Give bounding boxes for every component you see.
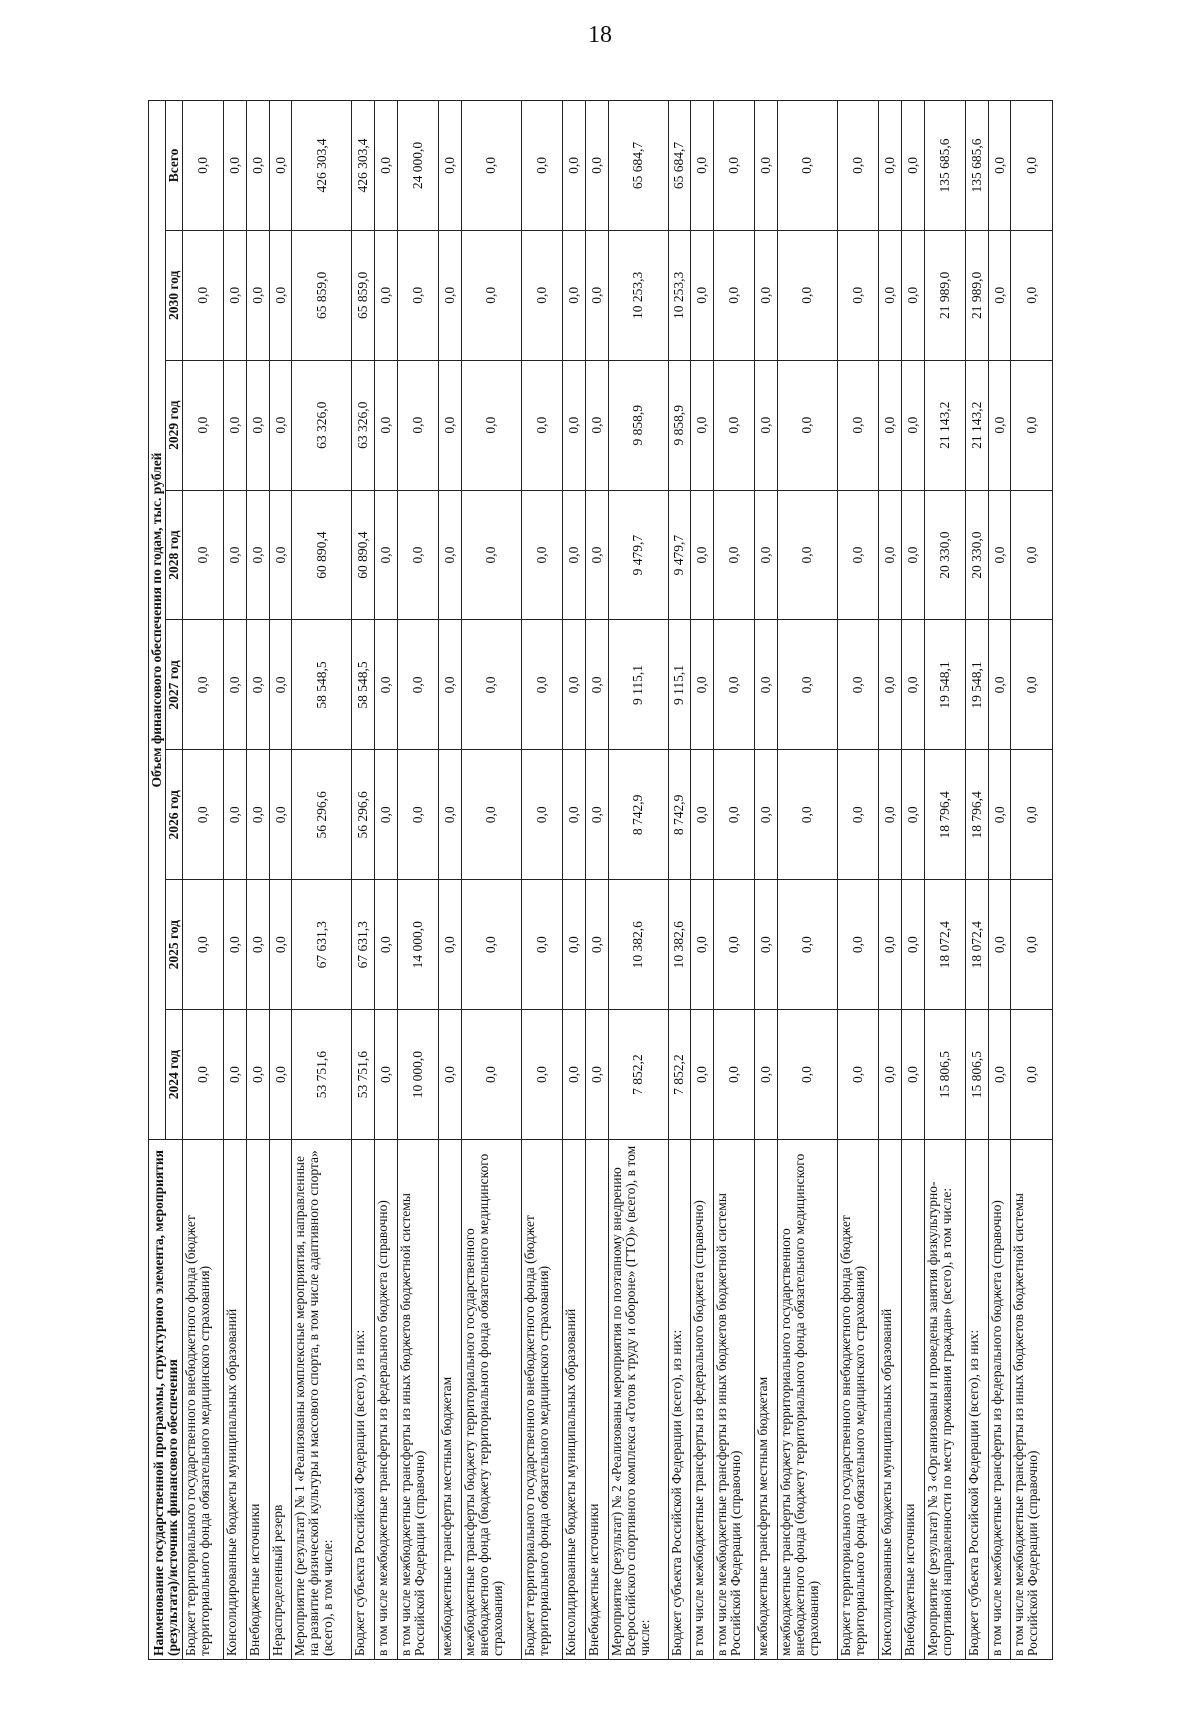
value-cell: 0,0 (837, 620, 878, 750)
row-name-cell: в том числе межбюджетные трансферты из иных бюджетов бюджетной системы Российской Федерации (справочно) (713, 1140, 754, 1660)
value-cell: 0,0 (988, 101, 1011, 231)
value-cell: 0,0 (247, 750, 270, 880)
year-header: 2027 год (166, 620, 183, 750)
value-cell: 0,0 (837, 1010, 878, 1140)
value-cell: 63 326,0 (352, 360, 375, 490)
value-cell: 0,0 (375, 230, 398, 360)
row-name-cell: в том числе межбюджетные трансферты из федерального бюджета (справочно) (691, 1140, 714, 1660)
value-cell: 0,0 (1011, 101, 1053, 231)
value-cell: 19 548,1 (966, 620, 989, 750)
row-name-cell: Внебюджетные источники (585, 1140, 608, 1660)
row-name-cell: Бюджет субъекта Российской Федерации (всего), из них: (352, 1140, 375, 1660)
value-cell: 0,0 (1011, 1010, 1053, 1140)
value-cell: 0,0 (183, 360, 224, 490)
value-cell: 0,0 (691, 750, 714, 880)
value-cell: 15 806,5 (924, 1010, 965, 1140)
value-cell: 0,0 (691, 620, 714, 750)
value-cell: 0,0 (563, 750, 586, 880)
value-cell: 0,0 (269, 620, 292, 750)
value-cell: 0,0 (988, 360, 1011, 490)
value-cell: 0,0 (439, 880, 462, 1010)
value-cell: 0,0 (585, 1010, 608, 1140)
value-cell: 10 253,3 (668, 230, 691, 360)
value-cell: 0,0 (269, 230, 292, 360)
value-cell: 0,0 (837, 101, 878, 231)
value-cell: 0,0 (224, 490, 247, 620)
row-name-cell: Мероприятие (результат) № 2 «Реализованы мероприятия по поэтапному внедрению Всероссийского спортивного комплекса «Готов к труду и обороне» (ГТО)» (всего), в том числе: (608, 1140, 668, 1660)
value-cell: 67 631,3 (352, 880, 375, 1010)
rotated-table-container (148, 100, 1053, 1660)
value-cell: 14 000,0 (397, 880, 438, 1010)
value-cell: 58 548,5 (292, 620, 352, 750)
value-cell: 0,0 (901, 360, 924, 490)
value-cell: 0,0 (224, 1010, 247, 1140)
value-cell: 0,0 (585, 101, 608, 231)
value-cell: 0,0 (837, 880, 878, 1010)
table-row (224, 101, 247, 1660)
value-cell: 8 742,9 (668, 750, 691, 880)
value-cell: 0,0 (879, 360, 902, 490)
value-cell: 0,0 (755, 101, 778, 231)
value-cell: 0,0 (375, 490, 398, 620)
value-cell: 0,0 (521, 750, 562, 880)
value-cell: 0,0 (183, 750, 224, 880)
value-cell: 0,0 (901, 230, 924, 360)
value-cell: 0,0 (901, 750, 924, 880)
value-cell: 0,0 (563, 490, 586, 620)
financing-group-header: Объем финансового обеспечения по годам, тыс. рублей (149, 101, 166, 1140)
value-cell: 67 631,3 (292, 880, 352, 1010)
value-cell: 20 330,0 (966, 490, 989, 620)
value-cell: 0,0 (521, 620, 562, 750)
value-cell: 0,0 (901, 101, 924, 231)
table-row (1011, 101, 1053, 1660)
value-cell: 63 326,0 (292, 360, 352, 490)
value-cell: 10 000,0 (397, 1010, 438, 1140)
value-cell: 0,0 (713, 620, 754, 750)
value-cell: 18 796,4 (924, 750, 965, 880)
value-cell: 65 684,7 (608, 101, 668, 231)
value-cell: 0,0 (461, 101, 521, 231)
value-cell: 0,0 (269, 880, 292, 1010)
value-cell: 18 072,4 (966, 880, 989, 1010)
value-cell: 0,0 (1011, 620, 1053, 750)
value-cell: 0,0 (224, 620, 247, 750)
year-header: 2029 год (166, 360, 183, 490)
value-cell: 21 143,2 (966, 360, 989, 490)
value-cell: 0,0 (691, 1010, 714, 1140)
value-cell: 0,0 (988, 880, 1011, 1010)
value-cell: 10 253,3 (608, 230, 668, 360)
table-row (713, 101, 754, 1660)
value-cell: 0,0 (777, 230, 837, 360)
value-cell: 0,0 (988, 1010, 1011, 1140)
value-cell: 0,0 (879, 1010, 902, 1140)
row-name-cell: Бюджет субъекта Российской Федерации (всего), из них: (966, 1140, 989, 1660)
row-name-cell: Мероприятие (результат) № 3 «Организованы и проведены занятия физкультурно-спортивной направленности по месту проживания граждан» (всего), в том числе: (924, 1140, 965, 1660)
value-cell: 0,0 (439, 750, 462, 880)
value-cell: 0,0 (397, 620, 438, 750)
table-row (563, 101, 586, 1660)
value-cell: 0,0 (183, 620, 224, 750)
value-cell: 9 479,7 (668, 490, 691, 620)
value-cell: 0,0 (755, 750, 778, 880)
row-name-cell: в том числе межбюджетные трансферты из федерального бюджета (справочно) (988, 1140, 1011, 1660)
value-cell: 0,0 (837, 230, 878, 360)
value-cell: 9 479,7 (608, 490, 668, 620)
value-cell: 0,0 (439, 101, 462, 231)
table-row (777, 101, 837, 1660)
value-cell: 0,0 (713, 360, 754, 490)
value-cell: 8 742,9 (608, 750, 668, 880)
value-cell: 9 115,1 (608, 620, 668, 750)
value-cell: 0,0 (375, 360, 398, 490)
table-row (837, 101, 878, 1660)
value-cell: 0,0 (713, 101, 754, 231)
value-cell: 0,0 (521, 880, 562, 1010)
value-cell: 0,0 (755, 880, 778, 1010)
value-cell: 0,0 (563, 880, 586, 1010)
table-row (585, 101, 608, 1660)
value-cell: 0,0 (755, 490, 778, 620)
value-cell: 0,0 (269, 360, 292, 490)
value-cell: 0,0 (901, 880, 924, 1010)
row-name-cell: межбюджетные трансферты местным бюджетам (755, 1140, 778, 1660)
year-header: 2026 год (166, 750, 183, 880)
value-cell: 0,0 (461, 360, 521, 490)
table-row (397, 101, 438, 1660)
value-cell: 0,0 (879, 101, 902, 231)
value-cell: 0,0 (755, 360, 778, 490)
value-cell: 0,0 (247, 620, 270, 750)
value-cell: 426 303,4 (292, 101, 352, 231)
value-cell: 9 858,9 (668, 360, 691, 490)
value-cell: 0,0 (563, 1010, 586, 1140)
value-cell: 0,0 (691, 490, 714, 620)
table-row (668, 101, 691, 1660)
value-cell: 0,0 (521, 1010, 562, 1140)
value-cell: 0,0 (224, 750, 247, 880)
value-cell: 0,0 (585, 880, 608, 1010)
value-cell: 10 382,6 (608, 880, 668, 1010)
value-cell: 0,0 (183, 101, 224, 231)
row-name-cell: межбюджетные трансферты местным бюджетам (439, 1140, 462, 1660)
value-cell: 0,0 (461, 750, 521, 880)
row-name-cell: Бюджет территориального государственного внебюджетного фонда (бюджет территориального фонда обязательного медицинского страхования) (521, 1140, 562, 1660)
value-cell: 15 806,5 (966, 1010, 989, 1140)
value-cell: 135 685,6 (924, 101, 965, 231)
value-cell: 0,0 (521, 230, 562, 360)
value-cell: 0,0 (397, 490, 438, 620)
value-cell: 65 859,0 (352, 230, 375, 360)
table-row (183, 101, 224, 1660)
value-cell: 53 751,6 (292, 1010, 352, 1140)
year-header: 2025 год (166, 880, 183, 1010)
value-cell: 0,0 (247, 490, 270, 620)
value-cell: 0,0 (988, 620, 1011, 750)
value-cell: 0,0 (713, 230, 754, 360)
value-cell: 0,0 (397, 750, 438, 880)
value-cell: 0,0 (585, 750, 608, 880)
page-number: 18 (588, 22, 612, 48)
value-cell: 9 115,1 (668, 620, 691, 750)
value-cell: 0,0 (988, 750, 1011, 880)
table-row (247, 101, 270, 1660)
value-cell: 0,0 (439, 230, 462, 360)
table-row (269, 101, 292, 1660)
value-cell: 65 684,7 (668, 101, 691, 231)
table-row (966, 101, 989, 1660)
value-cell: 0,0 (461, 620, 521, 750)
value-cell: 0,0 (837, 490, 878, 620)
value-cell: 0,0 (224, 230, 247, 360)
value-cell: 0,0 (521, 360, 562, 490)
value-cell: 0,0 (224, 360, 247, 490)
value-cell: 24 000,0 (397, 101, 438, 231)
value-cell: 0,0 (439, 620, 462, 750)
value-cell: 0,0 (183, 230, 224, 360)
table-body (183, 101, 1053, 1660)
value-cell: 60 890,4 (292, 490, 352, 620)
table-row (608, 101, 668, 1660)
value-cell: 53 751,6 (352, 1010, 375, 1140)
value-cell: 0,0 (713, 750, 754, 880)
value-cell: 0,0 (879, 880, 902, 1010)
value-cell: 0,0 (439, 1010, 462, 1140)
table-row (352, 101, 375, 1660)
value-cell: 0,0 (375, 101, 398, 231)
row-name-cell: межбюджетные трансферты бюджету территориального государственного внебюджетного фонда (бюджету территориального фонда обязательного медицинского страхования) (777, 1140, 837, 1660)
value-cell: 0,0 (879, 230, 902, 360)
value-cell: 0,0 (777, 750, 837, 880)
value-cell: 7 852,2 (668, 1010, 691, 1140)
value-cell: 0,0 (269, 1010, 292, 1140)
value-cell: 0,0 (563, 360, 586, 490)
value-cell: 0,0 (691, 101, 714, 231)
value-cell: 0,0 (755, 620, 778, 750)
value-cell: 0,0 (224, 101, 247, 231)
value-cell: 0,0 (461, 490, 521, 620)
value-cell: 56 296,6 (352, 750, 375, 880)
row-name-cell: Бюджет территориального государственного внебюджетного фонда (бюджет территориального фонда обязательного медицинского страхования) (183, 1140, 224, 1660)
value-cell: 21 143,2 (924, 360, 965, 490)
row-name-cell: Консолидированные бюджеты муниципальных образований (563, 1140, 586, 1660)
value-cell: 0,0 (439, 490, 462, 620)
row-name-cell: Консолидированные бюджеты муниципальных образований (224, 1140, 247, 1660)
row-name-cell: Бюджет территориального государственного внебюджетного фонда (бюджет территориального фонда обязательного медицинского страхования) (837, 1140, 878, 1660)
value-cell: 0,0 (691, 360, 714, 490)
value-cell: 0,0 (1011, 880, 1053, 1010)
table-row (439, 101, 462, 1660)
year-header: 2030 год (166, 230, 183, 360)
value-cell: 0,0 (224, 880, 247, 1010)
table-row (988, 101, 1011, 1660)
value-cell: 9 858,9 (608, 360, 668, 490)
value-cell: 0,0 (777, 1010, 837, 1140)
value-cell: 0,0 (755, 1010, 778, 1140)
value-cell: 0,0 (713, 880, 754, 1010)
value-cell: 0,0 (777, 101, 837, 231)
value-cell: 65 859,0 (292, 230, 352, 360)
value-cell: 0,0 (585, 620, 608, 750)
table-row (755, 101, 778, 1660)
value-cell: 0,0 (837, 360, 878, 490)
value-cell: 0,0 (247, 360, 270, 490)
value-cell: 0,0 (521, 101, 562, 231)
year-header: 2028 год (166, 490, 183, 620)
value-cell: 135 685,6 (966, 101, 989, 231)
value-cell: 0,0 (585, 230, 608, 360)
value-cell: 0,0 (585, 360, 608, 490)
value-cell: 0,0 (901, 490, 924, 620)
value-cell: 0,0 (1011, 360, 1053, 490)
year-header: 2024 год (166, 1010, 183, 1140)
value-cell: 0,0 (563, 230, 586, 360)
value-cell: 0,0 (461, 230, 521, 360)
table-row (375, 101, 398, 1660)
value-cell: 18 796,4 (966, 750, 989, 880)
value-cell: 0,0 (269, 101, 292, 231)
value-cell: 0,0 (247, 1010, 270, 1140)
value-cell: 0,0 (1011, 230, 1053, 360)
value-cell: 0,0 (397, 230, 438, 360)
year-header: Всего (166, 101, 183, 231)
value-cell: 20 330,0 (924, 490, 965, 620)
row-name-cell: Нераспределенный резерв (269, 1140, 292, 1660)
table-row (924, 101, 965, 1660)
value-cell: 0,0 (1011, 490, 1053, 620)
value-cell: 10 382,6 (668, 880, 691, 1010)
row-name-cell: Бюджет субъекта Российской Федерации (всего), из них: (668, 1140, 691, 1660)
name-column-header: Наименование государственной программы, структурного элемента, мероприятия (результата)/источник финансового обеспечения (149, 1140, 183, 1660)
value-cell: 0,0 (183, 490, 224, 620)
value-cell: 0,0 (375, 620, 398, 750)
financing-table (148, 100, 1053, 1660)
value-cell: 0,0 (901, 620, 924, 750)
value-cell: 0,0 (247, 101, 270, 231)
value-cell: 0,0 (988, 490, 1011, 620)
value-cell: 0,0 (585, 490, 608, 620)
value-cell: 0,0 (183, 1010, 224, 1140)
row-name-cell: в том числе межбюджетные трансферты из федерального бюджета (справочно) (375, 1140, 398, 1660)
value-cell: 0,0 (879, 620, 902, 750)
table-row (521, 101, 562, 1660)
value-cell: 0,0 (777, 490, 837, 620)
value-cell: 0,0 (397, 360, 438, 490)
value-cell: 0,0 (777, 620, 837, 750)
value-cell: 0,0 (879, 490, 902, 620)
value-cell: 0,0 (837, 750, 878, 880)
value-cell: 19 548,1 (924, 620, 965, 750)
value-cell: 0,0 (269, 750, 292, 880)
value-cell: 0,0 (521, 490, 562, 620)
table-row (691, 101, 714, 1660)
row-name-cell: Внебюджетные источники (901, 1140, 924, 1660)
value-cell: 0,0 (879, 750, 902, 880)
row-name-cell: Мероприятие (результат) № 1 «Реализованы комплексные мероприятия, направленные на развитие физической культуры и массового спорта, в том числе адаптивного спорта» (всего), в том числе: (292, 1140, 352, 1660)
value-cell: 0,0 (375, 750, 398, 880)
table-row (461, 101, 521, 1660)
value-cell: 0,0 (691, 880, 714, 1010)
value-cell: 0,0 (988, 230, 1011, 360)
value-cell: 0,0 (777, 360, 837, 490)
value-cell: 0,0 (713, 1010, 754, 1140)
value-cell: 0,0 (247, 230, 270, 360)
value-cell: 0,0 (563, 101, 586, 231)
value-cell: 21 989,0 (966, 230, 989, 360)
value-cell: 0,0 (461, 1010, 521, 1140)
value-cell: 0,0 (713, 490, 754, 620)
value-cell: 0,0 (461, 880, 521, 1010)
value-cell: 56 296,6 (292, 750, 352, 880)
row-name-cell: в том числе межбюджетные трансферты из иных бюджетов бюджетной системы Российской Федерации (справочно) (1011, 1140, 1053, 1660)
value-cell: 0,0 (375, 1010, 398, 1140)
value-cell: 58 548,5 (352, 620, 375, 750)
row-name-cell: Внебюджетные источники (247, 1140, 270, 1660)
value-cell: 0,0 (1011, 750, 1053, 880)
value-cell: 0,0 (269, 490, 292, 620)
value-cell: 18 072,4 (924, 880, 965, 1010)
row-name-cell: в том числе межбюджетные трансферты из иных бюджетов бюджетной системы Российской Федерации (справочно) (397, 1140, 438, 1660)
row-name-cell: межбюджетные трансферты бюджету территориального государственного внебюджетного фонда (бюджету территориального фонда обязательного медицинского страхования) (461, 1140, 521, 1660)
table-row (292, 101, 352, 1660)
value-cell: 7 852,2 (608, 1010, 668, 1140)
value-cell: 0,0 (755, 230, 778, 360)
value-cell: 0,0 (691, 230, 714, 360)
row-name-cell: Консолидированные бюджеты муниципальных образований (879, 1140, 902, 1660)
value-cell: 0,0 (375, 880, 398, 1010)
value-cell: 0,0 (777, 880, 837, 1010)
value-cell: 0,0 (439, 360, 462, 490)
value-cell: 0,0 (901, 1010, 924, 1140)
table-row (901, 101, 924, 1660)
value-cell: 0,0 (563, 620, 586, 750)
value-cell: 426 303,4 (352, 101, 375, 231)
table-row (879, 101, 902, 1660)
value-cell: 60 890,4 (352, 490, 375, 620)
value-cell: 21 989,0 (924, 230, 965, 360)
value-cell: 0,0 (183, 880, 224, 1010)
value-cell: 0,0 (247, 880, 270, 1010)
